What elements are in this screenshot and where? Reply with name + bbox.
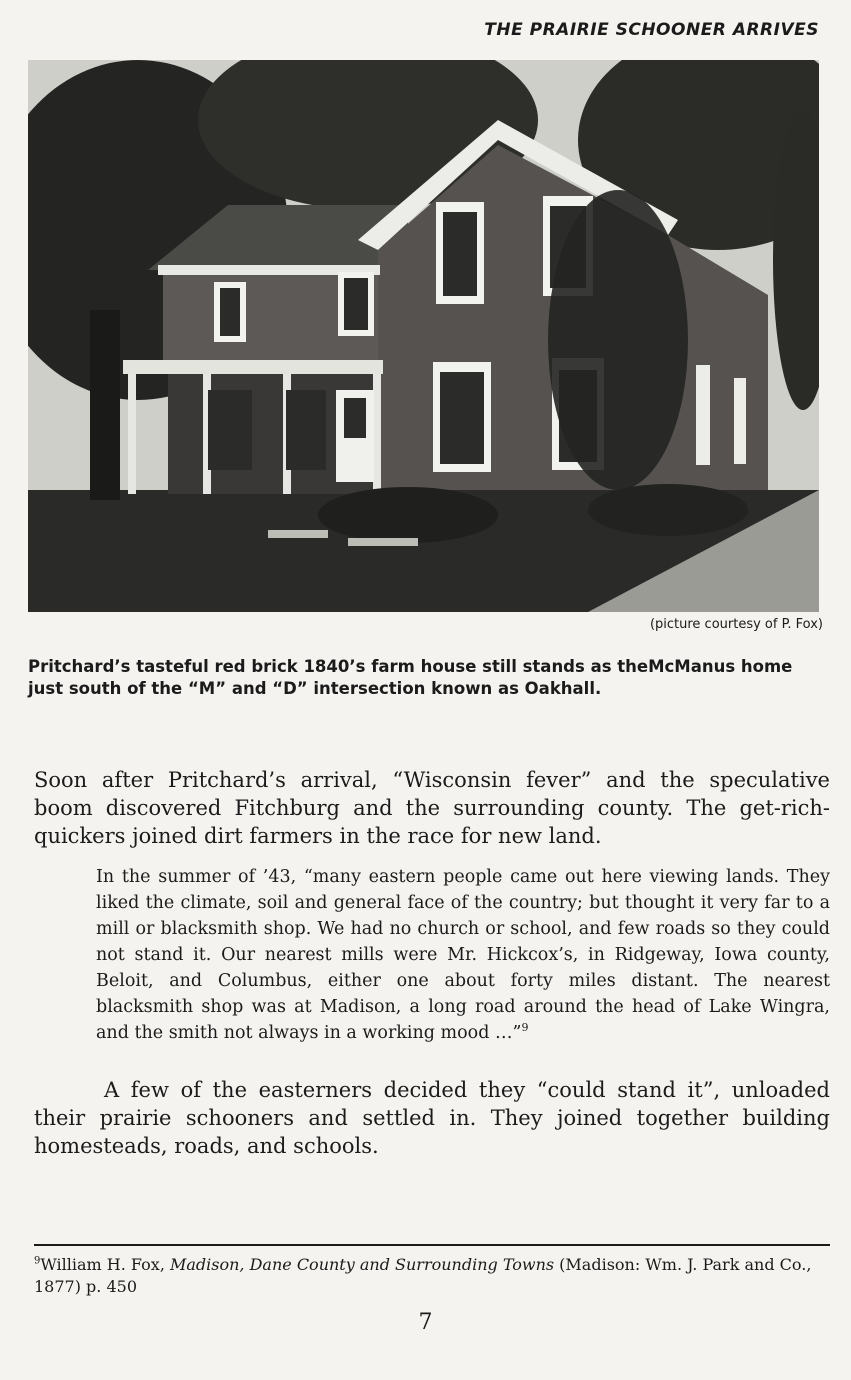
block-quote-text: In the summer of ’43, “many eastern people came out here viewing lands. They liked the climate, soil and general face of the country; but thought it very far to a mill or blacksmith shop. We had no church or school, and few roads so they could not stand it. Our nearest mills were Mr. Hickcox’s, in Ridgeway, Iowa county, Beloit, and Columbus, either one about forty miles distant. The nearest blacksmith shop was at Madison, a long road around the head of Lake Wingra, and the smith not always in a working mood …” [96, 867, 830, 1043]
block-quote [96, 864, 830, 1046]
footnote-reference: 9 [521, 1021, 529, 1035]
page-number: 7 [418, 1310, 433, 1335]
photo-caption: Pritchard’s tasteful red brick 1840’s farm house still stands as theMcManus home just south of the “M” and “D” intersection known as Oakhall. [28, 657, 793, 698]
footnote-number: 9 [34, 1255, 41, 1267]
footnote [34, 1254, 830, 1298]
footnote-title: Madison, Dane County and Surrounding Towns [169, 1255, 555, 1274]
farmhouse-illustration [28, 60, 819, 612]
footnote-author: William H. Fox, [40, 1255, 170, 1274]
body-paragraph-1: Soon after Pritchard’s arrival, “Wisconsin fever” and the speculative boom discovered Fitchburg and the surrounding county. The get-rich-quickers joined dirt farmers in the race for new land. [34, 768, 830, 848]
footnote-publication: (Madison: Wm. J. Park and Co., 1877) p. 450 [34, 1255, 812, 1296]
body-paragraph-2: A few of the easterners decided they “could stand it”, unloaded their prairie schooners and settled in. They joined together building homesteads, roads, and schools. [34, 1078, 830, 1158]
farmhouse-photo [28, 60, 819, 612]
photo-credit: (picture courtesy of P. Fox) [649, 617, 823, 632]
footnote-divider [34, 1244, 830, 1246]
running-header: THE PRAIRIE SCHOONER ARRIVES [484, 20, 819, 40]
